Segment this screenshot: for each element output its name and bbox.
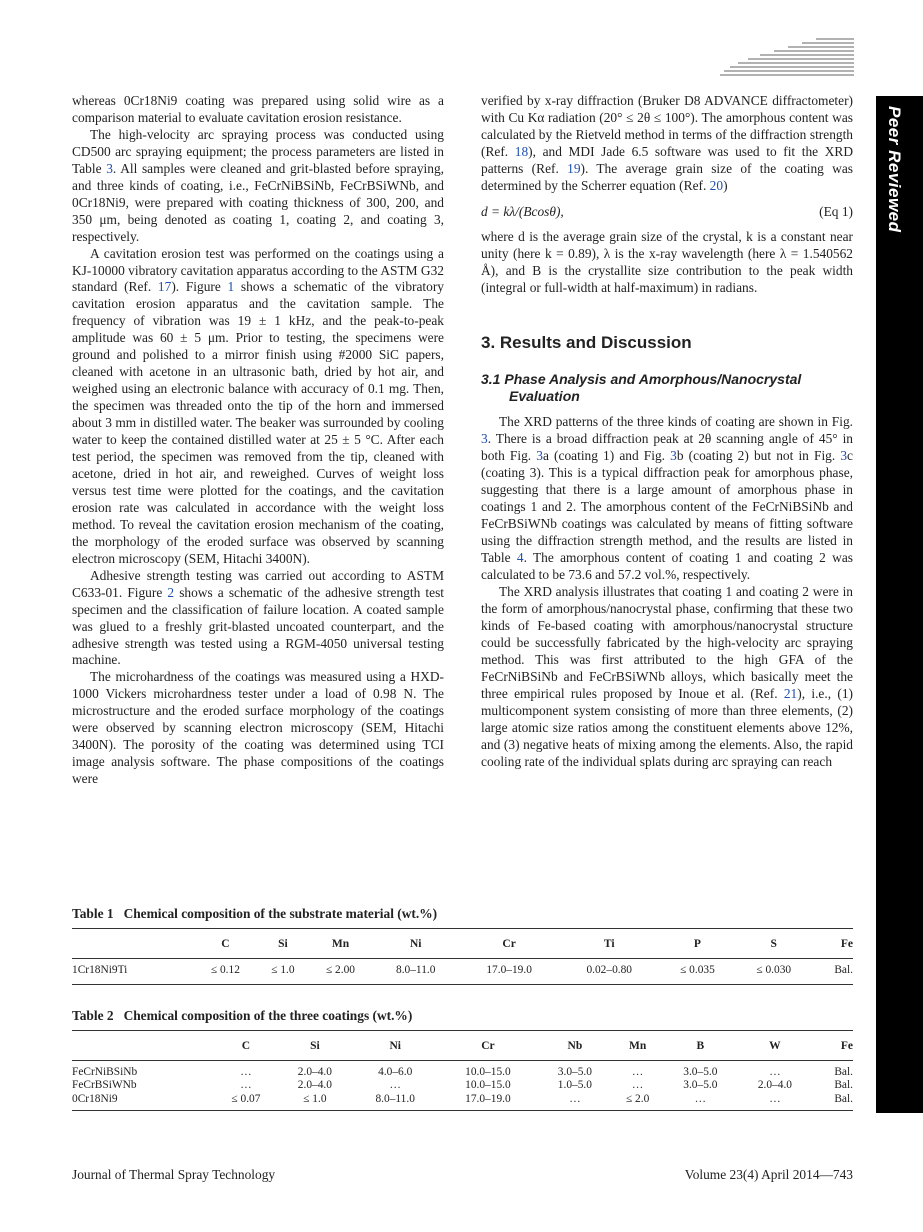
table1-cell: 17.0–19.0 — [486, 964, 532, 976]
header-decorative-lines — [720, 38, 854, 78]
table-1 — [72, 928, 853, 985]
table1-header-cell: Si — [278, 938, 288, 950]
ref-19-link[interactable]: 19 — [567, 160, 581, 176]
table2-row — [72, 1060, 853, 1079]
right-paragraph-2: where d is the average grain size of the crystal, k is a constant near unity (here k = 0.89), λ is the x-ray wavelength (here λ = 1.540562 Å), and B is the crystallite size contribution to the peak width (integral or full-width at half-maximum) in radians. — [481, 228, 853, 295]
table-3-link[interactable]: 3 — [106, 160, 113, 176]
journal-name: Journal of Thermal Spray Technology — [72, 1167, 276, 1182]
table2-cell: … — [631, 1079, 644, 1091]
table2-cell: FeCrBSiWNb — [72, 1079, 137, 1091]
table2-cell: … — [569, 1092, 581, 1105]
table1-header-cell: Ti — [603, 938, 615, 950]
table2-cell: Bal. — [834, 1079, 853, 1091]
table2-header-cell — [72, 1030, 214, 1060]
table2-row — [72, 1093, 853, 1111]
table1-cell: ≤ 0.030 — [756, 964, 792, 976]
table2-header-cell: C — [241, 1039, 251, 1052]
table2-cell: 1.0–5.0 — [557, 1079, 592, 1091]
table1-cell: 0.02–0.80 — [586, 964, 632, 976]
table2-cell: Bal. — [834, 1065, 853, 1078]
table1-cell: ≤ 0.035 — [680, 964, 715, 976]
table1-cell: 1Cr18Ni9Ti — [72, 964, 128, 976]
table1-cell: Bal. — [834, 964, 853, 976]
peer-reviewed-label: Peer Reviewed — [885, 106, 904, 233]
figure-3a-link[interactable]: 3 — [536, 448, 543, 464]
left-paragraph-3: A cavitation erosion test was performed on the coatings using a KJ-10000 vibratory cavitation apparatus according to the ASTM G32 standard (Ref. 17). Figure 1 shows a schematic of the vibratory cavitation erosion apparatus and the cavitation sample. The frequency of vibration was 19 ± 1 kHz, and the peak-to-peak amplitude was 60 ± 5 μm. Prior to testing, the specimens were ground and polished to a mirror finish using #2000 SiC papers, cleaned with acetone in an ultrasonic bath, dried by hot air, and weighed using an electronic balance with accuracy of 0.1 mg. Then, the specimen was threaded onto the tip of the horn and immersed about 3 mm in distilled water. The beaker was surrounded by cooling water to keep the contained distilled water at 25 ± 5 °C. After each test period, the specimen was removed from the tip, cleaned with acetone, dried in hot air, and reweighed. Curves of weight loss versus test time were plotted for the coatings, and the cavitation erosion rate was calculated in accordance with the weight loss method. To reveal the cavitation erosion mechanism of the coating, the morphology of the eroded surface was observed by scanning electron microscopy (SEM, Hitachi 3400N). — [72, 245, 444, 566]
table2-cell: 8.0–11.0 — [375, 1092, 415, 1105]
table2-cell: 10.0–15.0 — [465, 1065, 511, 1078]
section-heading: 3. Results and Discussion — [481, 333, 692, 353]
table2-header-cell: Mn — [628, 1039, 647, 1052]
figure-3-link[interactable]: 3 — [481, 431, 488, 447]
table-1-caption: Table 1 Chemical composition of the substrate material (wt.%) — [72, 906, 438, 921]
table1-header-cell: S — [770, 938, 777, 950]
table2-cell: 3.0–5.0 — [683, 1065, 718, 1078]
table2-cell: 10.0–15.0 — [465, 1079, 511, 1091]
table2-cell: FeCrNiBSiNb — [72, 1065, 138, 1078]
table2-cell: … — [389, 1079, 401, 1091]
table2-cell: … — [240, 1079, 252, 1091]
table1-header-cell: Ni — [409, 938, 422, 950]
table2-cell: ≤ 2.0 — [625, 1092, 650, 1105]
right-paragraph-4: The XRD analysis illustrates that coating 1 and coating 2 were in the form of amorphous/nanocrystal phase, confirming that these two kinds of Fe-based coating with amorphous/nanocrystal structure could be successfully fabricated by the high-velocity arc spraying method. This was first attributed to the high GFA of the FeCrNiBSiNb and FeCrBSiWNb alloys, which basically meet the three empirical rules proposed by Inoue et al. (Ref. 21), i.e., (1) multicomponent system consisting of more than three elements, (2) large atomic size ratios among the constituent elements above 12%, and (3) negative heats of mixing among the elements. Also, the rapid cooling rate of the individual splats during arc spraying can reach — [481, 584, 853, 769]
figure-2-link[interactable]: 2 — [167, 584, 175, 600]
peer-reviewed-tab — [876, 96, 923, 1113]
table2-cell: 0Cr18Ni9 — [72, 1092, 118, 1105]
table2-header-cell: Si — [310, 1039, 320, 1052]
table2-cell: ≤ 0.07 — [231, 1092, 261, 1105]
table2-row — [72, 1079, 853, 1093]
table2-cell: … — [769, 1092, 781, 1105]
table2-cell: 4.0–6.0 — [378, 1065, 413, 1078]
table2-cell: Bal. — [834, 1092, 853, 1105]
table1-header-cell: Mn — [331, 938, 350, 950]
table1-header-cell: Cr — [502, 938, 516, 950]
left-paragraph-2: The high-velocity arc spraying process was conducted using CD500 arc spraying equipment; the process parameters are listed in Table 3. All samples were cleaned and grit-blasted before spraying, and three kinds of coating, i.e., FeCrNiBSiNb, FeCrBSiWNb, and 0Cr18Ni9, were prepared with coating thickness of 300, 200, and 350 μm, being denoted as coating 1, coating 2, and coating 3, respectively. — [72, 126, 444, 244]
ref-20-link[interactable]: 20 — [709, 177, 724, 193]
ref-21-link[interactable]: 21 — [783, 685, 798, 701]
table2-cell: … — [240, 1065, 252, 1078]
right-paragraph-3: The XRD patterns of the three kinds of coating are shown in Fig. 3. There is a broad diffraction peak at 2θ scanning angle of 45° in both Fig. 3a (coating 1) and Fig. 3b (coating 2) but not in Fig. 3c (coating 3). This is a typical diffraction peak for amorphous phase, suggesting that there is a large amount of amorphous phase in coatings 1 and 2. The amorphous content of the FeCrNiBSiNb and FeCrBSiWNb coatings was calculated by means of fitting software using the diffraction strength method, and the results are listed in Table 4. The amorphous content of coating 1 and coating 2 was calculated to be 73.6 and 57.2 vol.%, respectively. — [481, 414, 853, 583]
table-4-link[interactable]: 4 — [516, 550, 524, 566]
right-column — [481, 93, 853, 771]
equation-body: d = kλ/(Bcosθ), — [481, 203, 564, 219]
ref-17-link[interactable]: 17 — [157, 279, 172, 295]
left-paragraph-5: The microhardness of the coatings was measured using a HXD-1000 Vickers microhardness tester under a load of 0.98 N. The microstructure and the eroded surface morphology of the coatings were observed by scanning electron microscopy (SEM, Hitachi 3400N). The porosity of the coating was determined using TCI image analysis software. The phase compositions of the coatings were — [72, 669, 444, 787]
table1-cell: ≤ 0.12 — [210, 964, 240, 976]
table1-header-cell: P — [693, 938, 701, 950]
volume-page: Volume 23(4) April 2014—743 — [684, 1167, 853, 1182]
table2-cell: 3.0–5.0 — [557, 1065, 592, 1078]
equation-number: (Eq 1) — [819, 203, 853, 219]
table1-header-cell: C — [221, 938, 230, 950]
table2-cell: 2.0–4.0 — [297, 1079, 332, 1091]
table-2 — [72, 1030, 853, 1112]
table2-cell: … — [631, 1065, 644, 1078]
tables-area — [72, 905, 853, 1111]
table1-header-cell — [72, 929, 193, 959]
table2-cell: … — [769, 1065, 781, 1078]
table2-header-cell: Cr — [481, 1039, 495, 1052]
table-2-caption: Table 2 Chemical composition of the three coatings (wt.%) — [72, 1007, 413, 1023]
table2-header-cell: Fe — [840, 1039, 853, 1052]
table2-cell: 2.0–4.0 — [757, 1079, 792, 1091]
table1-cell: ≤ 1.0 — [271, 964, 295, 976]
table1-cell: 8.0–11.0 — [396, 964, 436, 976]
table2-header-cell: Nb — [567, 1039, 583, 1052]
left-column — [72, 93, 444, 788]
ref-18-link[interactable]: 18 — [514, 143, 529, 159]
table2-cell: ≤ 1.0 — [303, 1092, 327, 1105]
table2-cell: 2.0–4.0 — [297, 1065, 332, 1078]
figure-3b-link[interactable]: 3 — [670, 448, 677, 464]
table1-cell: ≤ 2.00 — [325, 964, 355, 976]
left-paragraph-4: Adhesive strength testing was carried out according to ASTM C633-01. Figure 2 shows a schematic of the adhesive strength test specimen and the classification of failure location. A coated sample was glued to a freshly grit-blasted uncoated counterpart, and the adhesive strength was tested using a RGM-4050 universal testing machine. — [72, 567, 444, 668]
table2-cell: 17.0–19.0 — [465, 1092, 511, 1105]
table1-header-cell: Fe — [840, 938, 853, 950]
table2-cell: … — [694, 1092, 707, 1105]
subsection-heading: 3.1 Phase Analysis and Amorphous/Nanocrystal Evaluation — [481, 371, 802, 405]
left-paragraph-1: whereas 0Cr18Ni9 coating was prepared using solid wire as a comparison material to evaluate cavitation erosion resistance. — [72, 93, 444, 125]
table1-row — [72, 959, 853, 985]
table2-cell: 3.0–5.0 — [683, 1079, 718, 1091]
figure-1-link[interactable]: 1 — [227, 279, 235, 295]
table2-header-cell: Ni — [389, 1039, 401, 1052]
table2-header-cell: B — [696, 1039, 705, 1052]
scherrer-equation — [481, 204, 853, 221]
right-paragraph-1: verified by x-ray diffraction (Bruker D8 ADVANCE diffractometer) with Cu Kα radiation (20° ≤ 2θ ≤ 100°). The amorphous content was calculated by the Rietveld method in terms of the diffraction strength (Ref. 18), and MDI Jade 6.5 software was used to fit the XRD patterns (Ref. 19). The average grain size of the coating was determined by the Scherrer equation (Ref. 20) — [481, 93, 854, 193]
table2-header-cell: W — [769, 1039, 781, 1052]
figure-3c-link[interactable]: 3 — [840, 448, 848, 464]
